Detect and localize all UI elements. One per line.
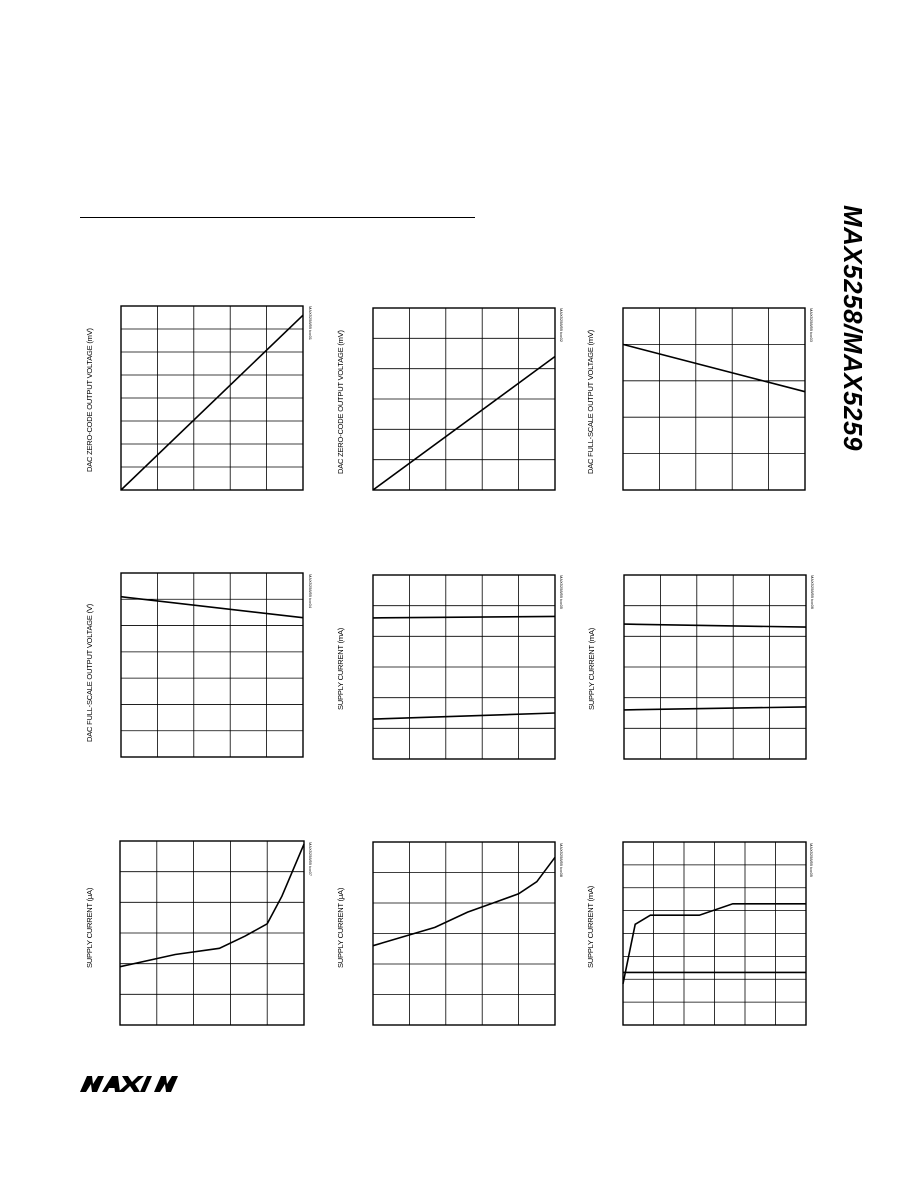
chart-2-plot: [372, 307, 556, 491]
series-line-2: [373, 713, 555, 719]
chart-9: [622, 841, 807, 1026]
chart-7-ylabel: SUPPLY CURRENT (μA): [85, 887, 94, 968]
series-line-1: [624, 624, 806, 627]
chart-3: [622, 307, 806, 491]
part-number-title: [838, 205, 870, 515]
series-line-1: [623, 344, 805, 391]
chart-4-plot: [120, 572, 304, 758]
chart-6-plot: [623, 574, 807, 760]
chart-5-ylabel: SUPPLY CURRENT (mA): [336, 627, 345, 710]
chart-3-ylabel: DAC FULL-SCALE OUTPUT VOLTAGE (mV): [586, 329, 595, 474]
chart-5-plot: [372, 574, 556, 760]
chart-5: [372, 574, 556, 760]
header-rule: [80, 217, 475, 218]
chart-9-code: MAX5258/59 toc09: [809, 843, 814, 878]
maxim-logo-mark: [80, 1074, 184, 1094]
series-line-1: [121, 597, 303, 618]
chart-7-plot: [119, 840, 305, 1026]
chart-8-plot: [372, 841, 556, 1026]
series-line-1: [121, 315, 303, 490]
chart-3-code: MAX5258/59 toc03: [809, 308, 814, 343]
chart-1-ylabel: DAC ZERO-CODE OUTPUT VOLTAGE (mV): [85, 328, 94, 472]
chart-8-code: MAX5258/59 toc08: [559, 843, 564, 878]
chart-4-code: MAX5258/59 toc04: [308, 574, 313, 609]
chart-9-plot: [622, 841, 807, 1026]
chart-2-ylabel: DAC ZERO-CODE OUTPUT VOLTAGE (mV): [336, 330, 345, 474]
part-number-text: MAX5258/MAX5259: [838, 205, 868, 451]
chart-1-plot: [120, 305, 304, 491]
chart-4: [120, 572, 304, 758]
chart-7: [119, 840, 305, 1026]
chart-2: [372, 307, 556, 491]
chart-3-plot: [622, 307, 806, 491]
chart-6-ylabel: SUPPLY CURRENT (mA): [587, 627, 596, 710]
chart-9-ylabel: SUPPLY CURRENT (mA): [586, 885, 595, 968]
series-line-1: [373, 616, 555, 618]
chart-8-ylabel: SUPPLY CURRENT (μA): [336, 887, 345, 968]
chart-6: [623, 574, 807, 760]
maxim-logo: [80, 1074, 184, 1094]
series-line-1: [120, 844, 304, 967]
series-line-2: [624, 707, 806, 710]
chart-7-code: MAX5258/59 toc07: [308, 842, 313, 877]
chart-1: [120, 305, 304, 491]
chart-5-code: MAX5258/59 toc05: [559, 575, 564, 610]
chart-6-code: MAX5258/59 toc06: [810, 575, 815, 610]
series-line-1: [373, 857, 555, 945]
plot-frame: [623, 308, 805, 490]
series-line-1: [373, 357, 555, 491]
chart-8: [372, 841, 556, 1026]
chart-1-code: MAX5258/59 toc01: [308, 306, 313, 341]
chart-2-code: MAX5258/59 toc02: [559, 308, 564, 343]
chart-4-ylabel: DAC FULL-SCALE OUTPUT VOLTAGE (V): [85, 603, 94, 742]
